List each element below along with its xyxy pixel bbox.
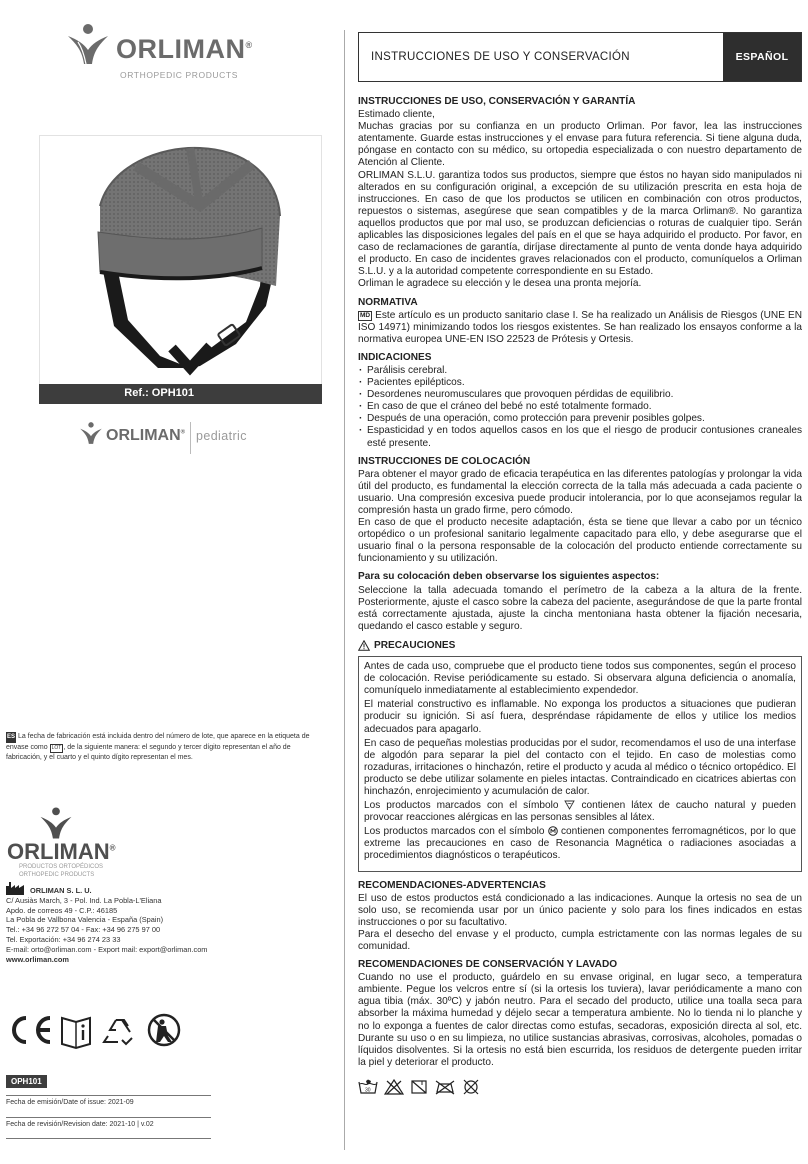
warranty-paragraph: ORLIMAN S.L.U. garantiza todos sus productos, siempre que éstos no hayan sido manipulados ni alterados en su configuración original, a excepción de su utilización prescrita en esta hoja de instrucciones. En caso de que los productos se utilicen en combinación con otros productos, repuestos o sistemas, asegúrese que sean compatibles y de la marca Orliman®. No garantiza aquellos productos que por mal uso, se produzcan deficiencias o roturas de cualquier tipo. Serán aplicables las disposiciones legales del país en el que se haya adquirido el producto. Por favor, en caso de reclamaciones de garantía, diríjase directamente al punto de venta donde haya adquirido el producto. En caso de incidentes graves relacionados con el producto, comuníquelos a Orliman S.L.U. y a la autoridad competente correspondiente en su Estado.	[358, 169, 802, 278]
recomendaciones-paragraph-2: Para el desecho del envase y el producto, cumpla estrictamente con las normas legales de su comunidad.	[358, 928, 802, 952]
lot-icon: LOT	[51, 744, 62, 751]
instructions-icon	[62, 1018, 90, 1048]
product-image	[39, 135, 322, 385]
colocacion-paragraph-1: Para obtener el mayor grado de eficacia terapéutica en las diferentes patologías y prolongar la vida útil del producto, es fundamental la elección correcta de la talla más adecuada a cada paciente o usuario. Una compresión excesiva puede producir intolerancia, por lo que aconsejamos regular la compresión hasta un grado firme, pero cómodo.	[358, 468, 802, 516]
no-dry-clean-icon	[462, 1079, 480, 1095]
hand-wash-icon	[358, 1079, 378, 1095]
company-line: La Pobla de Vallbona Valencia - España (Spain)	[6, 915, 164, 925]
page-title: INSTRUCCIONES DE USO Y CONSERVACIÓN	[371, 51, 630, 63]
company-line: C/ Ausiàs March, 3 - Pol. Ind. La Pobla-L'Eliana	[6, 895, 162, 905]
section-title-conservacion: RECOMENDACIONES DE CONSERVACIÓN Y LAVADO	[358, 959, 618, 971]
company-line: Tel. Exportación: +34 96 274 23 33	[6, 934, 121, 944]
list-item: · En caso de que el cráneo del bebé no esté totalmente formado.	[358, 401, 802, 413]
brand-logo-top	[64, 22, 264, 82]
magnetic-text-b: contienen componentes ferromagnéticos, por lo que extreme las precauciones en caso de Resonancia Magnética o radiaciones asociadas a procedimientos diagnósticos o terapéuticos.	[364, 826, 796, 862]
doc-dates	[6, 1095, 211, 1139]
brand-logo-pediatric	[78, 420, 278, 456]
section-title-recomendaciones: RECOMENDACIONES-ADVERTENCIAS	[358, 879, 546, 891]
precautions-heading	[358, 640, 802, 652]
latex-text-a: Los productos marcados con el símbolo	[364, 800, 559, 812]
company-line: Tel.: +34 96 272 57 04 - Fax: +34 96 275 97 00	[6, 925, 161, 935]
colocacion-subtitle: Para su colocación deben observarse los siguientes aspectos:	[358, 571, 660, 583]
no-bleach-icon	[384, 1079, 404, 1095]
brand-tagline: ORTHOPEDIC PRODUCTS	[120, 70, 238, 80]
ce-mark-icon	[14, 1018, 50, 1042]
recomendaciones-paragraph-1: El uso de estos productos está condicionado a las indicaciones. Aunque la ortesis no sea de un solo uso, se recomienda usar por un único paciente y solo para los fines indicados en estas instrucciones o por su facultativo.	[358, 892, 802, 928]
logo-divider	[190, 422, 191, 454]
lot-note	[6, 732, 316, 764]
medical-device-icon: MD	[360, 311, 371, 319]
page-header	[358, 32, 802, 82]
precautions-magnetic-paragraph	[364, 826, 796, 862]
registered-mark: ®	[109, 843, 116, 853]
list-item: · Después de una operación, como protección para prevenir posibles golpes.	[358, 413, 802, 425]
list-item: · Desordenes neuromusculares que provoquen pérdidas de equilibrio.	[358, 389, 802, 401]
certification-icons	[6, 1010, 206, 1050]
company-address	[6, 886, 286, 964]
lot-note-text2: , de la siguiente manera: el segundo y tercer dígito representan el año de fabricación, y el cuarto y el quinto dígito representan el mes.	[6, 743, 291, 761]
issue-date: Fecha de emisión/Date of issue: 2021-09	[6, 1095, 211, 1117]
doc-code: OPH101	[6, 1075, 47, 1088]
list-item: · Pacientes epilépticos.	[358, 377, 802, 389]
helmet-illustration	[40, 136, 322, 385]
company-line: Apdo. de correos 49 - C.P.: 46185	[6, 905, 118, 915]
thanks-paragraph: Orliman le agradece su elección y le desea una pronta mejoría.	[358, 278, 642, 290]
no-iron-icon	[434, 1079, 456, 1095]
indications-list	[358, 365, 802, 450]
magnetic-icon	[548, 826, 558, 836]
precautions-paragraph: En caso de pequeñas molestias producidas por el sudor, recomendamos el uso de una interfase de algodón para separar la piel del contacto con el tejido. En caso de molestias como rozaduras, irritaciones o hinchazón, retire el producto y acuda al médico o técnico ortopédico. El producto se debe utilizar solamente en pieles intactas. Contraindicado en cicatrices abiertas con hinchazón, enrojecimiento y acumulación de calor.	[364, 737, 796, 797]
colocacion-paragraph-2: En caso de que el producto necesite adaptación, ésta se tiene que llevar a cabo por un técnico ortopédico o un profesional sanitario legalmente capacitado para ello, y debe asegurarse que el usuario final o la persona responsable de la colocación del producto entiende correctamente su funcionamiento y su utilización.	[358, 517, 802, 565]
brand-sub-en: ORTHOPEDIC PRODUCTS	[19, 872, 95, 878]
language-flag-es: ES	[6, 732, 16, 743]
section-title-colocacion: INSTRUCCIONES DE COLOCACIÓN	[358, 455, 531, 467]
precautions-paragraph: El material constructivo es inflamable. No exponga los productos a situaciones que pudieran producir su ignición. Si así fuera, despréndase rápidamente de ellos y utilice los medios adecuados para apagarlo.	[364, 699, 796, 735]
section-title-normativa: NORMATIVA	[358, 296, 418, 308]
intro-paragraph: Muchas gracias por su confianza en un producto Orliman. Por favor, lea las instrucciones atentamente. Guarde estas instrucciones y el envase para futura referencia. Si tiene alguna duda, póngase en contacto con su médico, su ortopedia especializada o con nuestro departamento de Atención al Cliente.	[358, 121, 802, 169]
language-label: ESPAÑOL	[723, 33, 801, 81]
manufacturer-icon	[6, 882, 24, 895]
warning-icon	[358, 640, 370, 651]
brand-logo-bottom	[5, 806, 205, 876]
registered-mark: ®	[180, 429, 186, 436]
orliman-figure-icon	[64, 22, 112, 66]
lot-note-text1: La fecha de fabricación está incluida dentro del número de lote, que aparece en la etiqueta de envase como	[6, 733, 310, 751]
section-title-precauciones: PRECAUCIONES	[374, 639, 456, 651]
magnetic-text-a: Los productos marcados con el símbolo	[364, 826, 545, 838]
orliman-figure-icon	[78, 420, 104, 446]
brand-sub-es: PRODUCTOS ORTOPÉDICOS	[19, 864, 104, 870]
conservacion-paragraph: Cuando no use el producto, guárdelo en su envase original, en lugar seco, a temperatura ambiente. Pegue los velcros entre sí (si la ortesis los tuviera), lavar periódicamente a mano con agua tibia (máx. 30ºC) y jabón neutro. Para el secado del producto, utilice una toalla seca para absorber la máxima humedad y déjelo secar a temperatura ambiente. No lo tienda ni lo planche y no lo exponga a fuentes de calor directas como estufas, secadoras, exposición directa al sol, etc. Durante su uso o en su limpieza, no utilice sustancias abrasivas, corrosivas, alcoholes, pomadas o líquidos disolventes. Si la ortesis no está bien escurrida, los residuos de detergente pueden irritar la piel y deteriorar el producto.	[358, 972, 802, 1068]
registered-mark: ®	[245, 40, 253, 50]
precautions-paragraph: Antes de cada uso, compruebe que el producto tiene todos sus componentes, según el proceso de colocación. Revise periódicamente su estado. Si observara alguna deficiencia o anomalía, comuníquelo inmediatamente al establecimiento expendedor.	[364, 661, 796, 697]
product-ref-bar: Ref.: OPH101	[39, 384, 322, 404]
instructions-content	[358, 96, 802, 1095]
list-item: · Parálisis cerebral.	[358, 365, 802, 377]
care-symbols	[358, 1079, 802, 1095]
company-web-link[interactable]: www.orliman.com	[6, 954, 69, 964]
brand-name: ORLIMAN	[7, 839, 110, 864]
section-title-intro: INSTRUCCIONES DE USO, CONSERVACIÓN Y GARANTÍA	[358, 96, 636, 107]
normativa-paragraph	[358, 310, 802, 346]
normativa-text: Este artículo es un producto sanitario clase I. Se ha realizado un Análisis de Riesgos (UNE EN ISO 14971) minimizando todos los riesgos existentes. Se han realizado los ensayos conforme a la normativa europea UNE-EN ISO 22523 de Prótesis y Ortesis.	[358, 309, 802, 345]
svg-text:30: 30	[365, 1087, 371, 1094]
colocacion-paragraph-3: Seleccione la talla adecuada tomando el perímetro de la cabeza a la altura de la frente. Posteriormente, ajuste el casco sobre la cabeza del paciente, asegurándose de que la parte frontal está correctamente ajustada, ajuste la cincha mentoniana hasta obtener la fijación necesaria, quedando el casco estable y seguro.	[358, 584, 802, 632]
latex-text-b: contienen látex de caucho natural y pueden provocar reacciones alérgicas en las personas sensibles al látex.	[364, 800, 796, 824]
pediatric-label: pediatric	[196, 429, 247, 443]
recycle-icon	[104, 1020, 132, 1044]
list-item: · Espasticidad y en todos aquellos casos en los que el riesgo de producir contusiones craneales esté presente.	[358, 425, 802, 449]
company-name: ORLIMAN S. L. U.	[30, 886, 92, 895]
revision-date: Fecha de revisión/Revision date: 2021-10 | v.02	[6, 1117, 211, 1139]
section-title-indicaciones: INDICACIONES	[358, 351, 432, 363]
orliman-figure-icon	[37, 806, 75, 840]
no-tumble-dry-icon	[410, 1079, 428, 1095]
precautions-latex-paragraph	[364, 800, 796, 824]
column-divider	[344, 30, 345, 1150]
brand-name: ORLIMAN	[116, 34, 246, 64]
greeting: Estimado cliente,	[358, 109, 435, 121]
brand-name: ORLIMAN	[106, 427, 181, 444]
single-patient-icon	[149, 1015, 179, 1045]
precautions-box	[358, 656, 802, 872]
latex-icon	[564, 800, 575, 810]
company-line: E-mail: orto@orliman.com - Export mail: export@orliman.com	[6, 944, 208, 954]
